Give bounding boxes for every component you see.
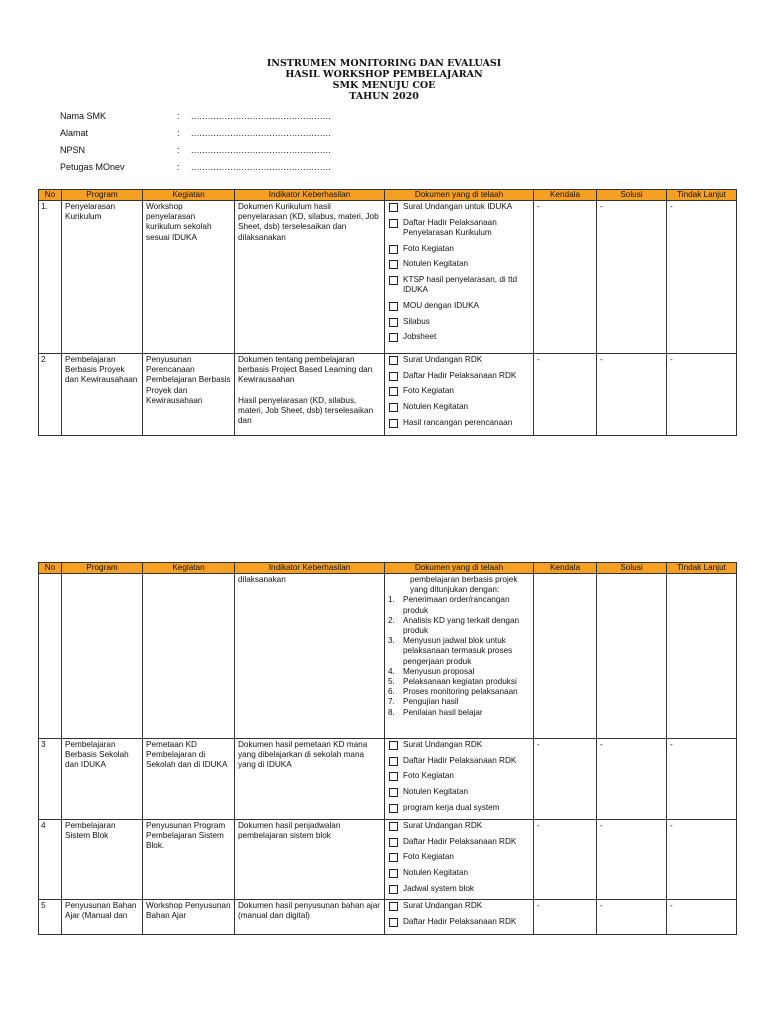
title-line-2: HASIL WORKSHOP PEMBELAJARAN <box>285 69 483 80</box>
list-text: Pelaksanaan kegiatan produksi <box>403 677 517 687</box>
info-row-nama-smk <box>60 107 331 124</box>
info-label: Alamat <box>60 127 89 138</box>
title-line-3: SMK MENUJU COE <box>332 80 436 91</box>
cell-kendala: - <box>534 739 597 820</box>
cell-indikator: dilaksanakan <box>235 574 385 739</box>
checkbox[interactable] <box>389 772 398 781</box>
table-header-row <box>39 563 737 574</box>
cell-no: 1. <box>39 201 62 354</box>
info-label: Nama SMK <box>60 110 107 121</box>
cell-kendala: - <box>534 900 597 935</box>
document-item <box>388 317 530 327</box>
cell-program: Pembelajaran Berbasis Sekolah dan IDUKA <box>62 739 143 820</box>
document-label: Daftar Hadir Pelaksanaan RDK <box>403 370 517 380</box>
cell-no: 2 <box>39 354 62 436</box>
cell-dokumen <box>385 900 534 935</box>
cell-dokumen <box>385 354 534 436</box>
checkbox[interactable] <box>389 741 398 750</box>
cell-tindak-lanjut <box>667 574 737 739</box>
document-label: Notulen Kegitatan <box>403 868 469 878</box>
document-label: Notulen Kegitatan <box>403 402 469 412</box>
cell-program: Pembelajaran Sistem Blok <box>62 820 143 900</box>
checkbox[interactable] <box>389 318 398 327</box>
monev-table-1 <box>38 189 737 436</box>
info-row-npsn <box>60 141 331 158</box>
cell-program: Penyusunan Bahan Ajar (Manual dan <box>62 900 143 935</box>
cell-tindak-lanjut: - <box>667 354 737 436</box>
indikator-text: Dokumen tentang pembelajaran berbasis Project Based Learning dan Kewirausaahan <box>238 355 373 385</box>
info-colon: : <box>177 110 180 121</box>
col-header-tindak-lanjut: Tindak Lanjut <box>667 190 737 201</box>
list-text: Proses monitoring pelaksanaan <box>403 687 518 697</box>
document-item <box>388 803 530 813</box>
checkbox[interactable] <box>389 333 398 342</box>
col-header-kegiatan: Kegiatan <box>143 563 235 574</box>
list-item <box>388 636 530 667</box>
checkbox[interactable] <box>389 419 398 428</box>
table-header-row <box>39 190 737 201</box>
list-number: 7. <box>388 697 395 707</box>
document-label: Foto Kegiatan <box>403 852 454 862</box>
document-item <box>388 218 530 238</box>
document-item <box>388 821 530 831</box>
checkbox[interactable] <box>389 902 398 911</box>
info-row-petugas <box>60 158 331 175</box>
cell-kegiatan: Penyusunan Program Pembelajaran Sistem Blok. <box>143 820 235 900</box>
checkbox[interactable] <box>389 804 398 813</box>
document-item <box>388 259 530 269</box>
col-header-solusi: Solusi <box>597 190 667 201</box>
cell-kegiatan: Workshop penyelarasan kurikulum sekolah sesuai IDUKA <box>143 201 235 354</box>
cell-tindak-lanjut: - <box>667 739 737 820</box>
cell-tindak-lanjut: - <box>667 201 737 354</box>
document-label: Notulen Kegitatan <box>403 259 469 269</box>
col-header-dokumen: Dokumen yang di telaah <box>385 190 534 201</box>
cell-no <box>39 574 62 739</box>
list-text: Menyusun proposal <box>403 666 475 676</box>
checkbox[interactable] <box>389 302 398 311</box>
col-header-kendala: Kendala <box>534 563 597 574</box>
document-item <box>388 301 530 311</box>
checkbox[interactable] <box>389 276 398 285</box>
col-header-no: No <box>39 563 62 574</box>
document-label: Surat Undangan RDK <box>403 901 483 910</box>
col-header-solusi: Solusi <box>597 563 667 574</box>
checkbox[interactable] <box>389 387 398 396</box>
document-item <box>388 202 530 212</box>
document-label: Surat Undangan untuk IDUKA <box>403 202 513 211</box>
checkbox[interactable] <box>389 203 398 212</box>
info-colon: : <box>177 144 180 155</box>
document-label: Jadwal system blok <box>403 883 474 893</box>
info-value: .................................................. <box>191 144 332 155</box>
cell-no: 3 <box>39 739 62 820</box>
document-item <box>388 901 530 911</box>
document-label: Surat Undangan RDK <box>403 821 483 830</box>
document-item <box>388 371 530 381</box>
col-header-program: Program <box>62 563 143 574</box>
checkbox[interactable] <box>389 885 398 894</box>
document-label: Notulen Kegitatan <box>403 787 469 797</box>
cell-indikator <box>235 354 385 436</box>
document-item <box>388 837 530 847</box>
list-item <box>388 595 530 615</box>
info-value: .................................................. <box>191 127 332 138</box>
list-number: 1. <box>388 595 395 605</box>
document-item <box>388 771 530 781</box>
cell-program: Penyelarasan Kurikulum <box>62 201 143 354</box>
document-item <box>388 917 530 927</box>
checkbox[interactable] <box>389 822 398 831</box>
list-item <box>388 697 530 707</box>
title-line-4: TAHUN 2020 <box>349 91 419 102</box>
list-text: Penilaian hasil belajar <box>403 707 483 717</box>
list-item <box>388 687 530 697</box>
col-header-dokumen: Dokumen yang di telaah <box>385 563 534 574</box>
document-label: Daftar Hadir Pelaksanaan RDK <box>403 755 517 765</box>
list-number: 6. <box>388 687 395 697</box>
info-value: .................................................. <box>191 110 332 121</box>
document-item <box>388 402 530 412</box>
checkbox[interactable] <box>389 869 398 878</box>
checkbox[interactable] <box>389 788 398 797</box>
col-header-no: No <box>39 190 62 201</box>
cell-kendala: - <box>534 820 597 900</box>
document-label: Daftar Hadir Pelaksanaan Penyelarasan Kurikulum <box>403 217 497 237</box>
table-row <box>39 739 737 820</box>
document-label: KTSP hasil penyelarasan, di ttd IDUKA <box>403 275 518 295</box>
list-item <box>388 708 530 718</box>
document-item <box>388 787 530 797</box>
list-item <box>388 616 530 636</box>
cell-solusi: - <box>597 201 667 354</box>
info-label: NPSN <box>60 144 86 155</box>
info-row-alamat <box>60 124 331 141</box>
document-item <box>388 275 530 295</box>
cell-solusi <box>597 574 667 739</box>
table-row <box>39 201 737 354</box>
info-colon: : <box>177 161 180 172</box>
col-header-indikator: Indikator Keberhasilan <box>235 563 385 574</box>
document-item <box>388 386 530 396</box>
title-line-1: INSTRUMEN MONITORING DAN EVALUASI <box>266 58 502 69</box>
cell-indikator: Dokumen hasil pemetaan KD mana yang dibelajarkan di sekolah mana yang di IDUKA <box>235 739 385 820</box>
checkbox[interactable] <box>389 918 398 927</box>
document-label: Hasil rancangan perencanaan <box>403 417 513 427</box>
cell-solusi: - <box>597 739 667 820</box>
monev-table-2 <box>38 562 737 935</box>
numbered-list <box>388 595 530 717</box>
cell-kegiatan: Workshop Penyusunan Bahan Ajar <box>143 900 235 935</box>
checkbox[interactable] <box>389 245 398 254</box>
cell-tindak-lanjut: - <box>667 900 737 935</box>
document-label: Surat Undangan RDK <box>403 740 483 749</box>
document-item <box>388 244 530 254</box>
cell-indikator: Dokumen hasil penjadwalan pembelajaran sistem blok <box>235 820 385 900</box>
list-item <box>388 667 530 677</box>
checkbox[interactable] <box>389 260 398 269</box>
cell-solusi: - <box>597 354 667 436</box>
cell-kegiatan <box>143 574 235 739</box>
document-label: Daftar Hadir Pelaksanaan RDK <box>403 916 517 926</box>
document-label: Jobsheet <box>403 332 437 342</box>
cell-kendala <box>534 574 597 739</box>
table-row-continued <box>39 574 737 739</box>
col-header-program: Program <box>62 190 143 201</box>
cell-tindak-lanjut: - <box>667 820 737 900</box>
document-label: program kerja dual system <box>403 802 500 812</box>
table-row <box>39 900 737 935</box>
table-row <box>39 354 737 436</box>
cell-indikator: Dokumen Kurikulum hasil penyelarasan (KD, silabus, materi, Job Sheet, dsb) terselesaikan dan dilaksanakan <box>235 201 385 354</box>
indikator-text-2: Hasil penyelarasan (KD, silabus, materi, Job Sheet, dsb) terselesaikan dan <box>238 395 374 426</box>
info-colon: : <box>177 127 180 138</box>
document-label: Foto Kegiatan <box>403 771 454 781</box>
cell-solusi: - <box>597 820 667 900</box>
info-value: .................................................. <box>191 161 332 172</box>
col-header-kendala: Kendala <box>534 190 597 201</box>
document-label: Silabus <box>403 316 430 326</box>
checkbox[interactable] <box>389 356 398 365</box>
cell-no: 5 <box>39 900 62 935</box>
document-label: Surat Undangan RDK <box>403 355 483 364</box>
document-label: Foto Kegiatan <box>403 243 454 253</box>
list-text: Penerimaan order/rancangan produk <box>403 595 510 615</box>
list-item <box>388 677 530 687</box>
list-number: 8. <box>388 707 395 717</box>
cell-kegiatan: Pemetaan KD Pembelajaran di Sekolah dan di IDUKA <box>143 739 235 820</box>
list-text: Pengujian hasil <box>403 697 459 707</box>
document-item <box>388 418 530 428</box>
list-number: 2. <box>388 615 395 625</box>
list-text: Menyusun jadwal blok untuk pelaksanaan termasuk proses pengerjaan produk <box>403 636 513 666</box>
document-title <box>0 58 768 102</box>
document-item <box>388 884 530 894</box>
cell-kegiatan: Penyusunan Perencanaan Pembelajaran Berbasis Proyek dan Kewirausahaan <box>143 354 235 436</box>
cell-dokumen <box>385 820 534 900</box>
cell-dokumen <box>385 201 534 354</box>
list-text: Analisis KD yang terkait dengan produk <box>403 615 520 636</box>
cell-indikator: Dokumen hasil penyusunan bahan ajar (manual dan digital) <box>235 900 385 935</box>
document-item <box>388 740 530 750</box>
cell-solusi: - <box>597 900 667 935</box>
document-item <box>388 355 530 365</box>
cell-program: Pembelajaran Berbasis Proyek dan Kewirausahaan <box>62 354 143 436</box>
cell-kendala: - <box>534 354 597 436</box>
cell-dokumen <box>385 574 534 739</box>
col-header-tindak-lanjut: Tindak Lanjut <box>667 563 737 574</box>
document-item <box>388 756 530 766</box>
checkbox[interactable] <box>389 838 398 847</box>
checkbox[interactable] <box>389 403 398 412</box>
col-header-indikator: Indikator Keberhasilan <box>235 190 385 201</box>
list-intro: pembelajaran berbasis projek yang ditunjukan dengan: <box>410 575 518 595</box>
col-header-kegiatan: Kegiatan <box>143 190 235 201</box>
checkbox[interactable] <box>389 372 398 381</box>
document-item <box>388 332 530 342</box>
list-number: 4. <box>388 666 395 676</box>
checkbox[interactable] <box>389 853 398 862</box>
table-row <box>39 820 737 900</box>
document-label: Daftar Hadir Pelaksanaan RDK <box>403 836 517 846</box>
document-label: MOU dengan IDUKA <box>403 300 479 310</box>
checkbox[interactable] <box>389 219 398 228</box>
info-label: Petugas MOnev <box>60 161 125 172</box>
cell-program <box>62 574 143 739</box>
cell-no: 4 <box>39 820 62 900</box>
document-item <box>388 852 530 862</box>
list-number: 3. <box>388 636 395 646</box>
checkbox[interactable] <box>389 757 398 766</box>
list-number: 5. <box>388 677 395 687</box>
cell-kendala: - <box>534 201 597 354</box>
cell-dokumen <box>385 739 534 820</box>
info-block <box>60 107 331 175</box>
document-label: Foto Kegiatan <box>403 386 454 396</box>
document-item <box>388 868 530 878</box>
